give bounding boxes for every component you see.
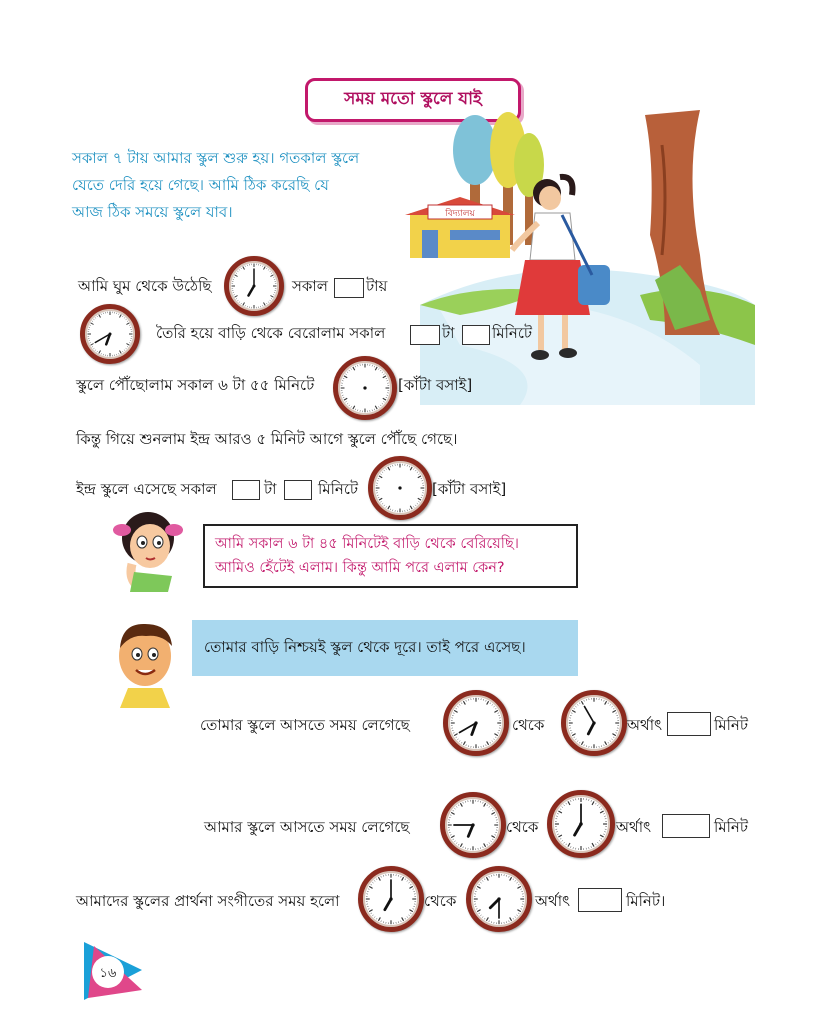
intro-line: আজ ঠিক সময়ে স্কুলে যাব। [72, 203, 233, 221]
from-label: থেকে [512, 716, 545, 734]
boy-speech-box [192, 620, 578, 676]
clock-hand [490, 899, 499, 908]
leave-home-text: তৈরি হয়ে বাড়ি থেকে বেরোলাম সকাল [156, 324, 386, 342]
wake-up-hour-box[interactable] [334, 278, 364, 298]
clock-hand [468, 825, 473, 836]
clock-hand [249, 286, 255, 296]
leave-hour-box[interactable] [410, 325, 440, 345]
my-minutes-box[interactable] [662, 814, 710, 838]
your-end-clock [561, 690, 627, 756]
wake-up-text: আমি ঘুম থেকে উঠেছি [78, 277, 212, 295]
that-is-label: অর্থাৎ [627, 716, 663, 734]
intro-line: যেতে দেরি হয়ে গেছে। আমি ঠিক করেছি যে [72, 176, 329, 194]
speech-line: আমিও হেঁটেই এলাম। কিন্তু আমি পরে এলাম কেন? [215, 560, 505, 576]
place-hands-label: [কাঁটা বসাই] [398, 376, 473, 394]
reach-school-clock[interactable] [333, 356, 397, 420]
school-sign-text: বিদ্যালয় [445, 209, 475, 219]
minute-suffix: মিনিটে [492, 324, 533, 342]
hour-suffix: টা [442, 324, 455, 342]
clock-hand [584, 707, 594, 723]
morning-label: সকাল [292, 277, 328, 295]
prayer-end-clock [466, 866, 532, 932]
from-label: থেকে [424, 892, 457, 910]
minute-suffix: মিনিটে [318, 480, 359, 498]
minute-suffix: মিনিট [714, 716, 749, 734]
school-walk-illustration [400, 105, 760, 405]
my-start-clock [440, 792, 506, 858]
boy-avatar [112, 618, 178, 708]
place-hands-label: [কাঁটা বসাই] [432, 480, 507, 498]
indra-time-text: ইন্দ্র স্কুলে এসেছে সকাল [76, 480, 217, 498]
reach-school-text: স্কুলে পৌঁছোলাম সকাল ৬ টা ৫৫ মিনিটে [76, 376, 315, 394]
clock-hand [575, 824, 581, 835]
wake-up-clock [224, 256, 284, 316]
that-is-label: অর্থাৎ [616, 818, 652, 836]
your-travel-text: তোমার স্কুলে আসতে সময় লেগেছে [200, 716, 410, 734]
indra-hour-box[interactable] [232, 480, 260, 500]
girl-avatar [112, 502, 184, 592]
that-is-label: অর্থাৎ [535, 892, 571, 910]
girl-speech-box [203, 524, 578, 588]
indra-minute-box[interactable] [284, 480, 312, 500]
minute-suffix: মিনিট। [626, 892, 666, 910]
hour-suffix: টায় [366, 277, 388, 295]
speech-line: আমি সকাল ৬ টা ৪৫ মিনিটেই বাড়ি থেকে বেরিয়েছি। [215, 536, 519, 552]
page-number: ১৬ [99, 966, 117, 981]
clock-hand [385, 899, 391, 910]
my-end-clock [547, 790, 615, 858]
intro-paragraph [72, 145, 412, 226]
indra-arrived-text: কিন্তু গিয়ে শুনলাম ইন্দ্র আরও ৫ মিনিট আগে স্কুলে পৌঁছে গেছে। [76, 430, 458, 448]
minute-suffix: মিনিট [714, 818, 749, 836]
my-travel-text: আমার স্কুলে আসতে সময় লেগেছে [204, 818, 410, 836]
intro-line: সকাল ৭ টায় আমার স্কুল শুরু হয়। গতকাল স্কুলে [72, 149, 360, 167]
prayer-minutes-box[interactable] [578, 888, 622, 912]
hour-suffix: টা [264, 480, 277, 498]
your-start-clock [443, 690, 509, 756]
your-minutes-box[interactable] [667, 712, 711, 736]
indra-clock[interactable] [368, 456, 432, 520]
from-label: থেকে [506, 818, 539, 836]
leave-minute-box[interactable] [462, 325, 490, 345]
prayer-start-clock [358, 866, 424, 932]
prayer-time-text: আমাদের স্কুলের প্রার্থনা সংগীতের সময় হলো [76, 892, 340, 910]
clock-hand [588, 723, 594, 734]
title-text: সময় মতো স্কুলে যাই [344, 89, 482, 109]
page-number-badge [82, 940, 144, 1002]
leave-home-clock [80, 304, 140, 364]
speech-line: তোমার বাড়ি নিশ্চয়ই স্কুল থেকে দূরে। তাই পরে এসেছ। [204, 637, 526, 656]
